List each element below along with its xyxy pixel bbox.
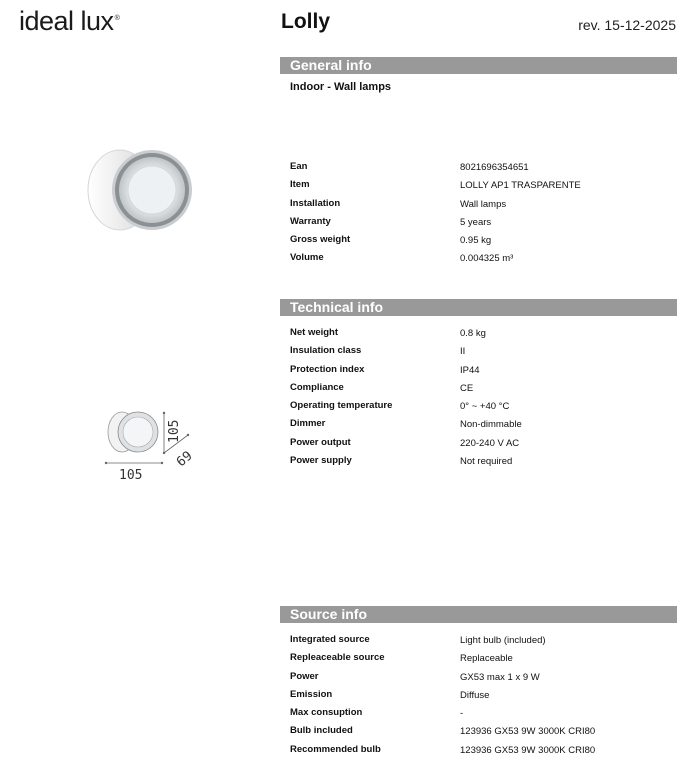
dim-height: 105 <box>167 419 182 443</box>
spec-label: Installation <box>290 197 341 209</box>
spec-row <box>290 364 680 382</box>
spec-label: Net weight <box>290 327 339 338</box>
registered-mark: ® <box>114 15 120 22</box>
spec-value: 123936 GX53 9W 3000K CRI80 <box>460 726 596 738</box>
spec-value: II <box>460 346 466 358</box>
spec-row <box>290 418 680 436</box>
spec-value: Wall lamps <box>460 198 507 210</box>
spec-label: Dimmer <box>290 418 326 430</box>
spec-value: Replaceable <box>460 653 513 665</box>
spec-row <box>290 689 680 707</box>
spec-value: Diffuse <box>460 689 490 701</box>
spec-row <box>290 179 680 197</box>
spec-row <box>290 234 680 252</box>
spec-row <box>290 216 680 234</box>
spec-value: IP44 <box>460 364 480 376</box>
spec-row <box>290 252 680 270</box>
spec-value: 0.95 kg <box>460 235 492 247</box>
spec-value: - <box>460 708 464 720</box>
spec-row <box>290 437 680 455</box>
spec-value: 220-240 V AC <box>460 437 520 449</box>
spec-label: Power supply <box>290 455 352 467</box>
page-title: Lolly <box>281 10 331 33</box>
brand-name: ideal lux <box>19 6 114 36</box>
spec-label: Repleaceable source <box>290 652 385 664</box>
dim-width: 105 <box>119 468 143 483</box>
spec-label: Item <box>290 179 310 191</box>
spec-label: Ean <box>290 161 308 172</box>
source-info-table <box>290 634 680 762</box>
spec-row <box>290 744 680 762</box>
brand-logo <box>19 6 119 37</box>
spec-value: 0.004325 m³ <box>460 253 514 265</box>
spec-value: GX53 max 1 x 9 W <box>460 671 540 683</box>
spec-value: CE <box>460 382 474 394</box>
spec-label: Insulation class <box>290 345 362 357</box>
product-photo <box>78 140 198 240</box>
spec-label: Protection index <box>290 363 365 375</box>
spec-row <box>290 634 680 652</box>
spec-value: 0.8 kg <box>460 328 486 339</box>
spec-value: Light bulb (included) <box>460 635 546 646</box>
spec-label: Max consuption <box>290 707 363 719</box>
spec-row <box>290 345 680 363</box>
spec-value: 0° ~ +40 °C <box>460 401 510 413</box>
dimension-drawing <box>100 405 200 485</box>
spec-label: Gross weight <box>290 234 351 246</box>
spec-label: Integrated source <box>290 634 370 645</box>
spec-row <box>290 161 680 179</box>
revision-date: rev. 15-12-2025 <box>578 17 676 33</box>
spec-row <box>290 707 680 725</box>
section-technical-heading: Technical info <box>280 299 677 316</box>
spec-label: Operating temperature <box>290 400 393 412</box>
spec-value: 5 years <box>460 216 492 228</box>
spec-label: Recommended bulb <box>290 743 381 755</box>
spec-row <box>290 455 680 473</box>
spec-label: Power <box>290 670 319 682</box>
dim-depth: 69 <box>173 448 196 471</box>
spec-label: Emission <box>290 688 333 700</box>
section-source-heading: Source info <box>280 606 677 623</box>
spec-row <box>290 671 680 689</box>
spec-row <box>290 382 680 400</box>
spec-label: Power output <box>290 436 351 448</box>
general-info-table <box>290 161 680 271</box>
spec-value: Not required <box>460 456 513 468</box>
spec-label: Compliance <box>290 381 344 393</box>
section-general-heading: General info <box>280 57 677 74</box>
spec-row <box>290 198 680 216</box>
spec-label: Warranty <box>290 215 331 227</box>
spec-label: Bulb included <box>290 725 353 737</box>
spec-row <box>290 327 680 345</box>
spec-value: 8021696354651 <box>460 162 529 173</box>
spec-value: Non-dimmable <box>460 419 522 431</box>
spec-value: 123936 GX53 9W 3000K CRI80 <box>460 744 596 756</box>
product-category: Indoor - Wall lamps <box>290 81 392 93</box>
spec-row <box>290 400 680 418</box>
spec-label: Volume <box>290 252 324 264</box>
spec-row <box>290 725 680 743</box>
spec-row <box>290 652 680 670</box>
spec-value: LOLLY AP1 TRASPARENTE <box>460 180 581 192</box>
technical-info-table <box>290 327 680 473</box>
